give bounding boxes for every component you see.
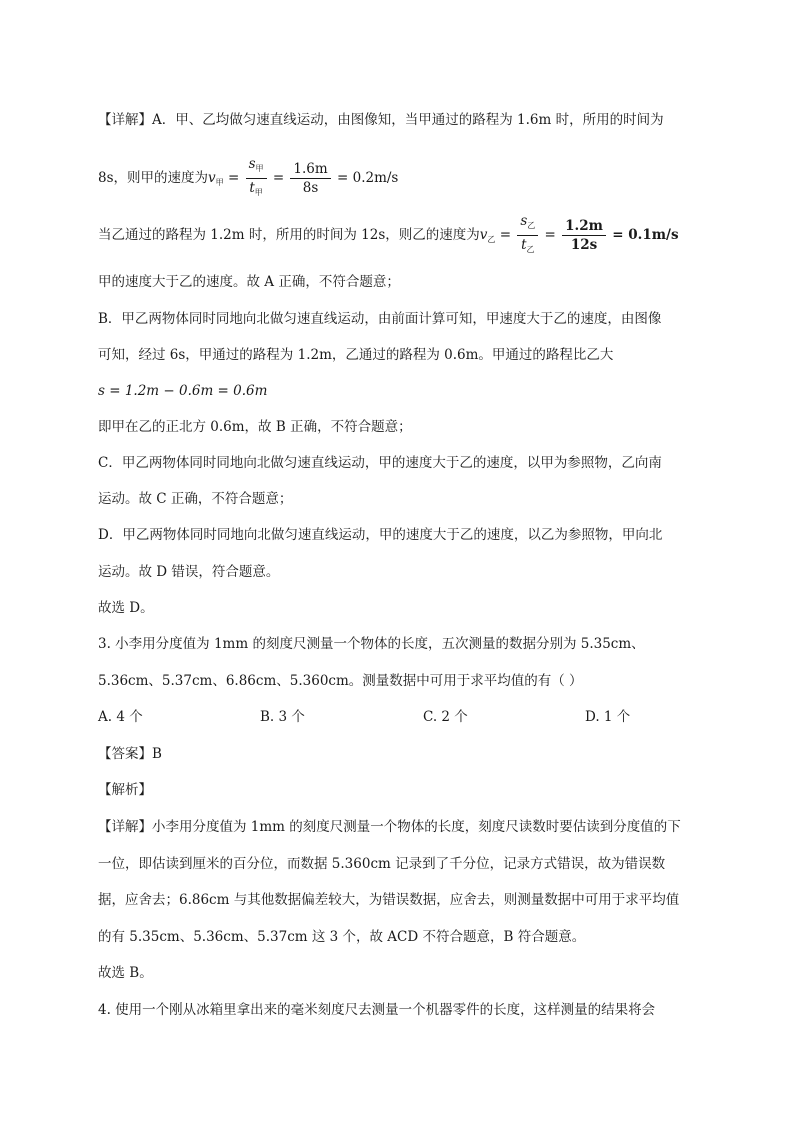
v-yi-den2: 12s: [570, 237, 598, 253]
q2-detail-line-11: D．甲乙两物体同时同地向北做匀速直线运动，甲的速度大于乙的速度，以乙为参照物，甲向北: [98, 527, 663, 543]
v-jia-eq1: =: [227, 170, 240, 186]
q4-stem-line-1: 4. 使用一个刚从冰箱里拿出来的毫米刻度尺去测量一个机器零件的长度，这样测量的结果将会: [98, 1002, 656, 1018]
v-yi-den1: t: [521, 237, 527, 253]
q3-detail-line-1: 【详解】小李用分度值为 1mm 的刻度尺测量一个物体的长度，刻度尺读数时要估读到分度值的下: [98, 819, 681, 835]
v-yi-result: = 0.1m/s: [612, 227, 679, 243]
q2-conclusion: 故选 D。: [98, 600, 154, 616]
q2-detail-line-4: 甲的速度大于乙的速度。故 A 正确，不符合题意；: [98, 274, 400, 290]
v-jia-den2: 8s: [302, 180, 319, 196]
v-yi-fraction-symbolic: [517, 212, 538, 259]
v-jia-fraction-symbolic: [246, 155, 267, 202]
v-jia-fraction-numeric: [290, 160, 330, 197]
v-jia-num1: s: [248, 156, 256, 172]
q2-detail-line-8: 即甲在乙的正北方 0.6m，故 B 正确，不符合题意；: [98, 419, 412, 435]
q2-detail-line-12: 运动。故 D 错误，符合题意。: [98, 564, 280, 580]
q3-stem-line-1: 3. 小李用分度值为 1mm 的刻度尺测量一个物体的长度，五次测量的数据分别为 5.35cm、: [98, 636, 645, 652]
q2-detail-line-5: B．甲乙两物体同时同地向北做匀速直线运动，由前面计算可知，甲速度大于乙的速度，由图像: [98, 311, 662, 327]
q2-line2-prefix: 8s，则甲的速度为: [98, 170, 209, 186]
v-yi-fraction-numeric: [562, 217, 606, 254]
v-jia-num2: 1.6m: [290, 160, 330, 179]
q2-detail-line-6: 可知，经过 6s，甲通过的路程为 1.2m，乙通过的路程为 0.6m。甲通过的路程比乙大: [98, 347, 614, 363]
q3-conclusion: 故选 B。: [98, 965, 153, 981]
q2-detail-line-3: [98, 212, 679, 260]
q2-detail-line-2: [98, 155, 398, 203]
v-yi-num2: 1.2m: [562, 217, 606, 236]
q3-stem-line-2: 5.36cm、5.37cm、6.86cm、5.360cm。测量数据中可用于求平均值的有（ ）: [98, 673, 583, 689]
q3-detail-line-2: 一位，即估读到厘米的百分位，而数据 5.360cm 记录到了千分位，记录方式错误，故为错误数: [98, 856, 666, 872]
q2-detail-line-10: 运动。故 C 正确，不符合题意；: [98, 491, 293, 507]
v-jia-den1-sub: 甲: [254, 188, 263, 197]
v-jia-result: = 0.2m/s: [337, 170, 399, 186]
v-jia-eq2: =: [272, 170, 285, 186]
q3-option-b: B. 3 个: [260, 709, 305, 725]
v-yi-eq2: =: [544, 227, 556, 243]
v-jia-num1-sub: 甲: [255, 164, 264, 173]
q2-detail-line-1: 【详解】A．甲、乙均做匀速直线运动，由图像知，当甲通过的路程为 1.6m 时，所用的时间为: [98, 112, 664, 128]
v-yi-num1-sub: 乙: [527, 221, 536, 230]
q3-detail-line-3: 据，应舍去；6.86cm 与其他数据偏差较大，为错误数据，应舍去，则测量数据中可用于求平均值: [98, 892, 680, 908]
q3-analysis-label: 【解析】: [98, 782, 152, 798]
v-yi-symbol: v: [479, 227, 488, 243]
v-yi-num1: s: [520, 213, 528, 229]
v-yi-eq1: =: [499, 227, 512, 243]
q3-option-c: C. 2 个: [423, 709, 468, 725]
v-jia-symbol: v: [208, 170, 216, 186]
q2-line3-prefix: 当乙通过的路程为 1.2m 时，所用的时间为 12s，则乙的速度为: [98, 227, 480, 243]
q3-detail-line-4: 的有 5.35cm、5.36cm、5.37cm 这 3 个，故 ACD 不符合题意，B 符合题意。: [98, 929, 586, 945]
v-yi-sub: 乙: [487, 235, 496, 244]
q3-option-d: D. 1 个: [585, 709, 631, 725]
v-jia-den1: t: [249, 180, 255, 196]
v-jia-sub: 甲: [215, 178, 224, 187]
q3-answer: 【答案】B: [98, 746, 162, 762]
q2-detail-formula: s = 1.2m − 0.6m = 0.6m: [98, 383, 268, 399]
v-yi-den1-sub: 乙: [526, 245, 535, 254]
q3-option-a: A. 4 个: [98, 709, 143, 725]
q2-detail-line-9: C．甲乙两物体同时同地向北做匀速直线运动，甲的速度大于乙的速度，以甲为参照物，乙向南: [98, 455, 662, 471]
